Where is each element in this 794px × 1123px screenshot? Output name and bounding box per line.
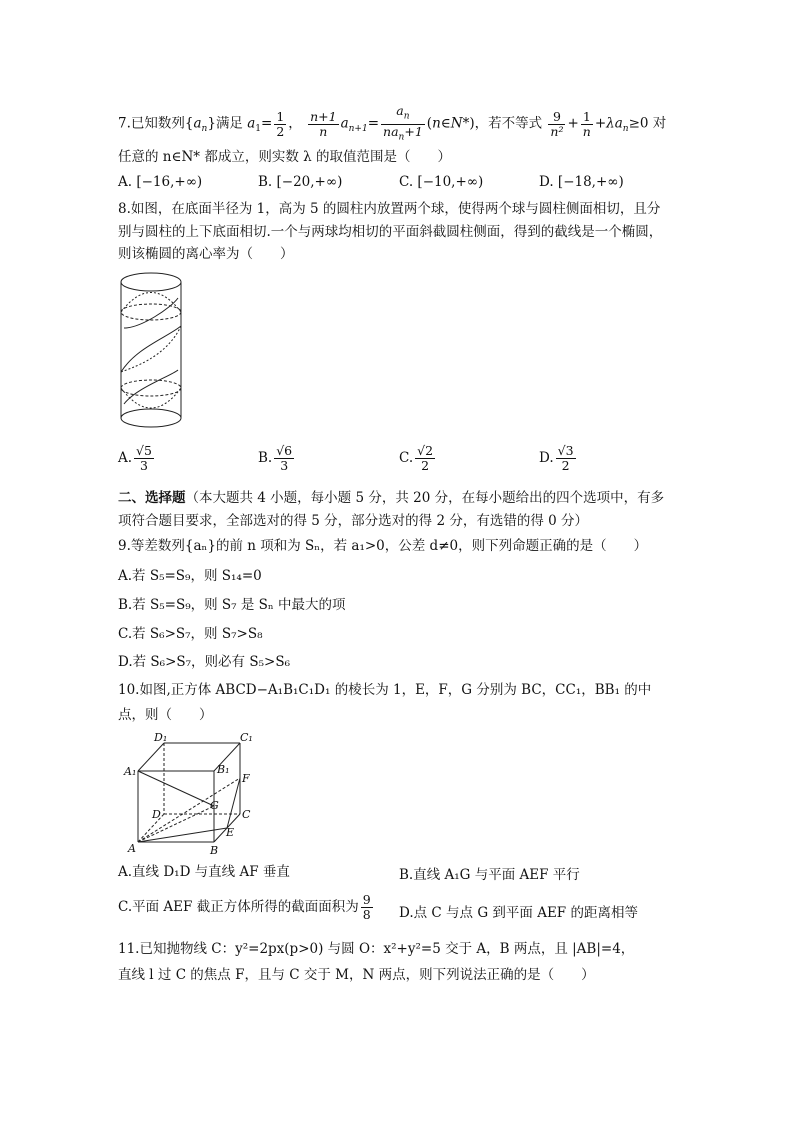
cylinder-figure xyxy=(116,268,188,434)
q7-rec-rhs-den-tail: +1 xyxy=(404,123,423,139)
cyl-top-ellipse xyxy=(121,273,181,291)
label-b1: B₁ xyxy=(217,763,230,776)
q8-option-d-den: 2 xyxy=(561,458,570,473)
q7-rec-rhs-frac: $\frac{a_n}{na_n+1}$ xyxy=(383,103,423,142)
section2-line1 xyxy=(118,489,664,507)
q7-a1: a xyxy=(247,115,256,132)
q7-rec-rhs-den: na xyxy=(383,123,399,139)
q7-ineq-intro: ，若不等式 xyxy=(474,115,543,132)
q7-option-a: A. [−16,+∞) xyxy=(118,174,203,190)
q7-line1: 7.已知数列$\{a_n\}$满足 $a_1=$ $\frac{1}{2}$ ， $\frac{n+1}{n}$ $a_{n+1}=$ $\frac{a_n}{na_n+1}$ (n∈N*)，若不等式 $\frac{9}{\text{n²}}$ + $\frac{1}{n}$ $+\lambda a_n\ge 0$ 对 xyxy=(118,103,667,142)
q7-a1-den: 2 xyxy=(276,123,285,139)
q10-option-c-den: 8 xyxy=(362,907,371,922)
q7-seq: a xyxy=(193,115,202,132)
label-a: A xyxy=(128,842,136,855)
q9-option-a: A.若 S₅=S₉，则 S₁₄=0 xyxy=(118,568,262,584)
q10-option-a: A.直线 D₁D 与直线 AF 垂直 xyxy=(118,864,290,880)
q11-line1: 11.已知抛物线 C：y²=2px(p>0) 与圆 O：x²+y²=5 交于 A，B 两点，且 |AB|=4， xyxy=(118,941,635,957)
q8-option-b xyxy=(258,444,296,473)
q10-line2: 点，则（ ） xyxy=(118,707,213,723)
q8-option-a-label: A. xyxy=(118,450,133,466)
q8-option-a xyxy=(118,444,156,473)
q10-option-d: D.点 C 与点 G 到平面 AEF 的距离相等 xyxy=(399,905,638,921)
q8-option-d-label: D. xyxy=(539,450,554,466)
q8-line3: 则该椭圆的离心率为（ ） xyxy=(118,246,294,262)
q8-option-c-label: C. xyxy=(399,450,414,466)
q7-option-d: D. [−18,+∞) xyxy=(539,174,624,190)
label-c1: C₁ xyxy=(240,731,253,744)
q8-option-d xyxy=(539,444,578,473)
q7-line2: 任意的 n∈N* 都成立，则实数 λ 的取值范围是（ ） xyxy=(118,149,451,165)
q9-option-b: B.若 S₅=S₉，则 S₇ 是 Sₙ 中最大的项 xyxy=(118,597,346,613)
q10-option-c-text: C.平面 AEF 截正方体所得的截面面积为 xyxy=(118,899,359,915)
q7-cond-label: 满足 xyxy=(215,115,243,132)
q10-option-c-num: 9 xyxy=(362,892,371,907)
label-a1: A₁ xyxy=(124,765,137,778)
q8-option-b-label: B. xyxy=(258,450,273,466)
q7-domain: n∈N* xyxy=(432,115,470,132)
q8-option-b-num: √6 xyxy=(276,443,293,458)
q7-rec-rhs-num: a xyxy=(396,103,404,118)
q7-ineq-f2 xyxy=(581,110,593,139)
q10-option-b: B.直线 A₁G 与平面 AEF 平行 xyxy=(399,867,580,883)
ellipse-section-front xyxy=(121,326,181,372)
q7-option-b: B. [−20,+∞) xyxy=(258,174,343,190)
q7-ineq-f2-den: n xyxy=(582,123,591,139)
label-c: C xyxy=(242,808,251,821)
label-b: B xyxy=(210,844,219,856)
q8-option-a-num: √5 xyxy=(136,443,152,458)
q9-option-c: C.若 S₆>S₇，则 S₇>S₈ xyxy=(118,626,263,642)
q7-ineq-f1-den: n² xyxy=(550,123,564,139)
q8-option-c-den: 2 xyxy=(421,458,430,473)
section2-desc1: （本大题共 4 小题，每小题 5 分，共 20 分，在每小题给出的四个选项中，有多 xyxy=(185,490,665,506)
q7-option-c: C. [−10,+∞) xyxy=(399,174,484,190)
q7-ineq-f1-num: 9 xyxy=(548,110,565,125)
label-g: G xyxy=(210,799,219,812)
q8-option-c xyxy=(399,444,437,473)
q7-rec-lhs-frac xyxy=(308,110,338,139)
sphere1-equator xyxy=(121,304,181,320)
q11-line2: 直线 l 过 C 的焦点 F，且与 C 交于 M，N 两点，则下列说法正确的是（ ） xyxy=(118,967,595,983)
q9-stem: 9.等差数列{aₙ}的前 n 项和为 Sₙ，若 a₁>0，公差 d≠0，则下列命题正确的是（ ） xyxy=(118,538,648,554)
q10-line1: 10.如图,正方体 ABCD−A₁B₁C₁D₁ 的棱长为 1，E，F，G 分别为 BC，CC₁，BB₁ 的中 xyxy=(118,682,652,698)
q9-option-d: D.若 S₆>S₇，则必有 S₅>S₆ xyxy=(118,654,290,670)
q10-option-c xyxy=(118,893,375,922)
q7-a1-frac xyxy=(274,110,286,139)
section2-line2: 项符合题目要求，全部选对的得 5 分，部分选对的得 2 分，有选错的得 0 分） xyxy=(118,513,589,529)
q7-rec-lhs-den: n xyxy=(319,123,328,139)
label-d: D xyxy=(152,808,161,821)
q7-ineq-f2-num: 1 xyxy=(581,110,593,125)
cube-figure xyxy=(118,728,258,856)
q7-seq-sub: n xyxy=(201,124,208,135)
q7-rec-lhs-num: n+1 xyxy=(310,108,337,124)
q8-option-b-den: 3 xyxy=(280,458,289,473)
sphere2-equator xyxy=(121,380,181,396)
q7-a1-num: 1 xyxy=(276,108,285,124)
section2-title: 二、选择题 xyxy=(118,490,186,506)
label-e: E xyxy=(226,826,235,839)
q8-option-a-den: 3 xyxy=(140,458,148,473)
label-d1: D₁ xyxy=(154,731,168,744)
q7-ineq-tail: +λa xyxy=(594,115,623,132)
q7-ineq-f1 xyxy=(548,110,565,139)
q8-line1: 8.如图，在底面半径为 1，高为 5 的圆柱内放置两个球，使得两个球与圆柱侧面相切，且分 xyxy=(118,201,661,217)
q8-line2: 别与圆柱的上下底面相切.一个与两球均相切的平面斜截圆柱侧面，得到的截线是一个椭圆， xyxy=(118,224,663,240)
q8-option-c-num: √2 xyxy=(417,443,434,458)
label-f: F xyxy=(242,772,250,785)
q7-intro: 7.已知数列 xyxy=(118,115,185,132)
q7-ineq-end: ≥0 对 xyxy=(628,115,667,132)
cyl-bottom-ellipse xyxy=(121,409,181,427)
q7-a1-sub: 1 xyxy=(255,124,262,135)
q8-option-d-num: √3 xyxy=(557,443,574,458)
